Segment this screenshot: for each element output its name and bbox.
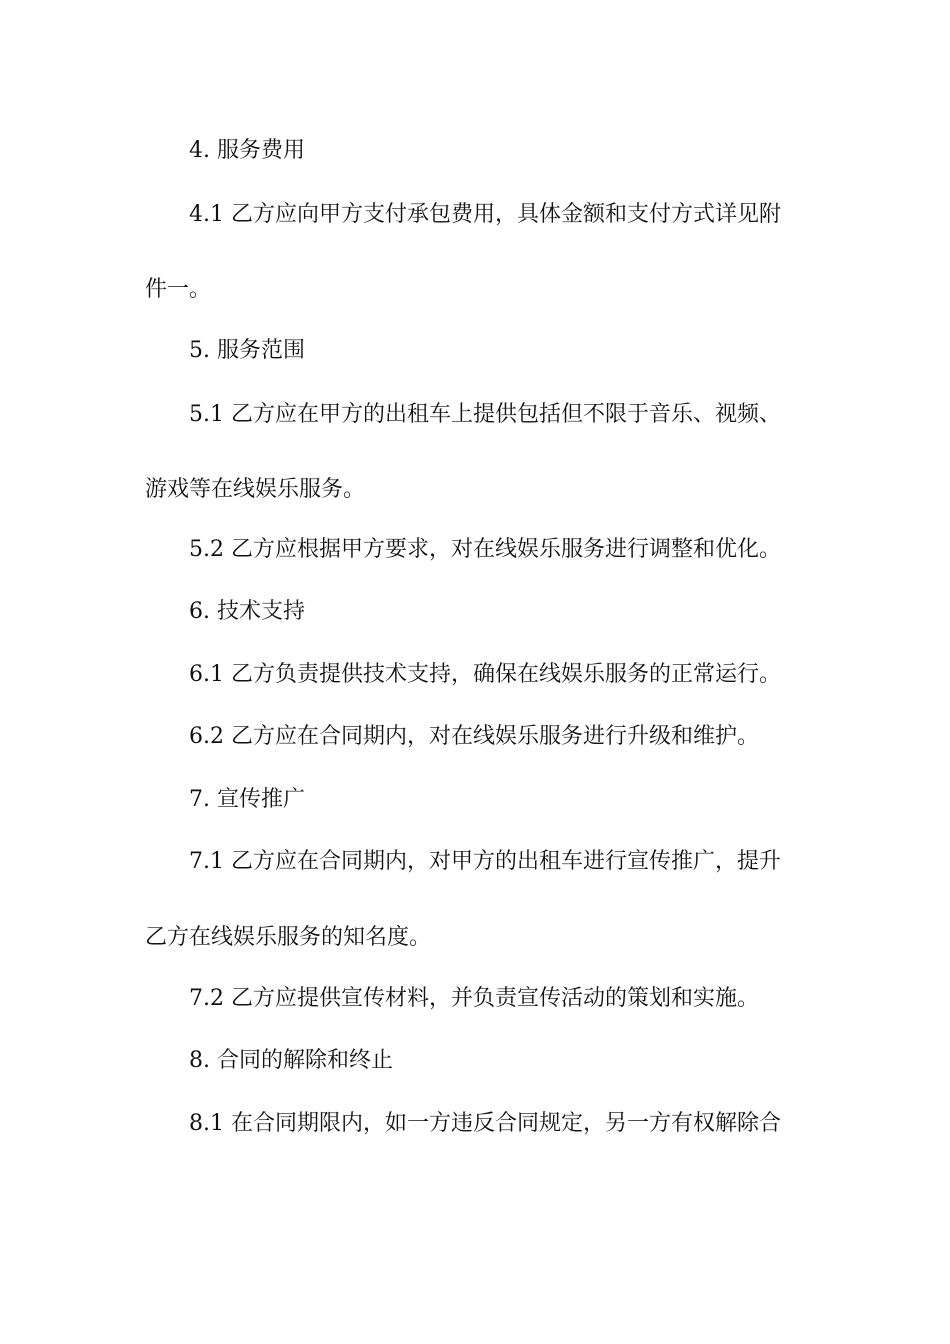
section-heading-7: 7. 宣传推广 (189, 787, 305, 812)
clause-6-1: 6.1 乙方负责提供技术支持，确保在线娱乐服务的正常运行。 (189, 662, 781, 687)
section-heading-6: 6. 技术支持 (189, 599, 305, 624)
clause-4-1: 4.1 乙方应向甲方支付承包费用，具体金额和支付方式详见附 (189, 202, 781, 227)
clause-7-2: 7.2 乙方应提供宣传材料，并负责宣传活动的策划和实施。 (189, 986, 759, 1011)
section-heading-8: 8. 合同的解除和终止 (189, 1048, 393, 1073)
clause-7-1: 7.1 乙方应在合同期内，对甲方的出租车进行宣传推广，提升 (189, 849, 781, 874)
section-heading-4: 4. 服务费用 (189, 138, 305, 163)
clause-7-1-continued: 乙方在线娱乐服务的知名度。 (145, 925, 432, 950)
clause-4-1-continued: 件一。 (145, 277, 212, 302)
clause-8-1: 8.1 在合同期限内，如一方违反合同规定，另一方有权解除合 (189, 1111, 781, 1136)
clause-5-1: 5.1 乙方应在甲方的出租车上提供包括但不限于音乐、视频、 (189, 402, 781, 427)
section-heading-5: 5. 服务范围 (189, 338, 305, 363)
clause-6-2: 6.2 乙方应在合同期内，对在线娱乐服务进行升级和维护。 (189, 724, 759, 749)
clause-5-2: 5.2 乙方应根据甲方要求，对在线娱乐服务进行调整和优化。 (189, 537, 781, 562)
clause-5-1-continued: 游戏等在线娱乐服务。 (145, 477, 366, 502)
